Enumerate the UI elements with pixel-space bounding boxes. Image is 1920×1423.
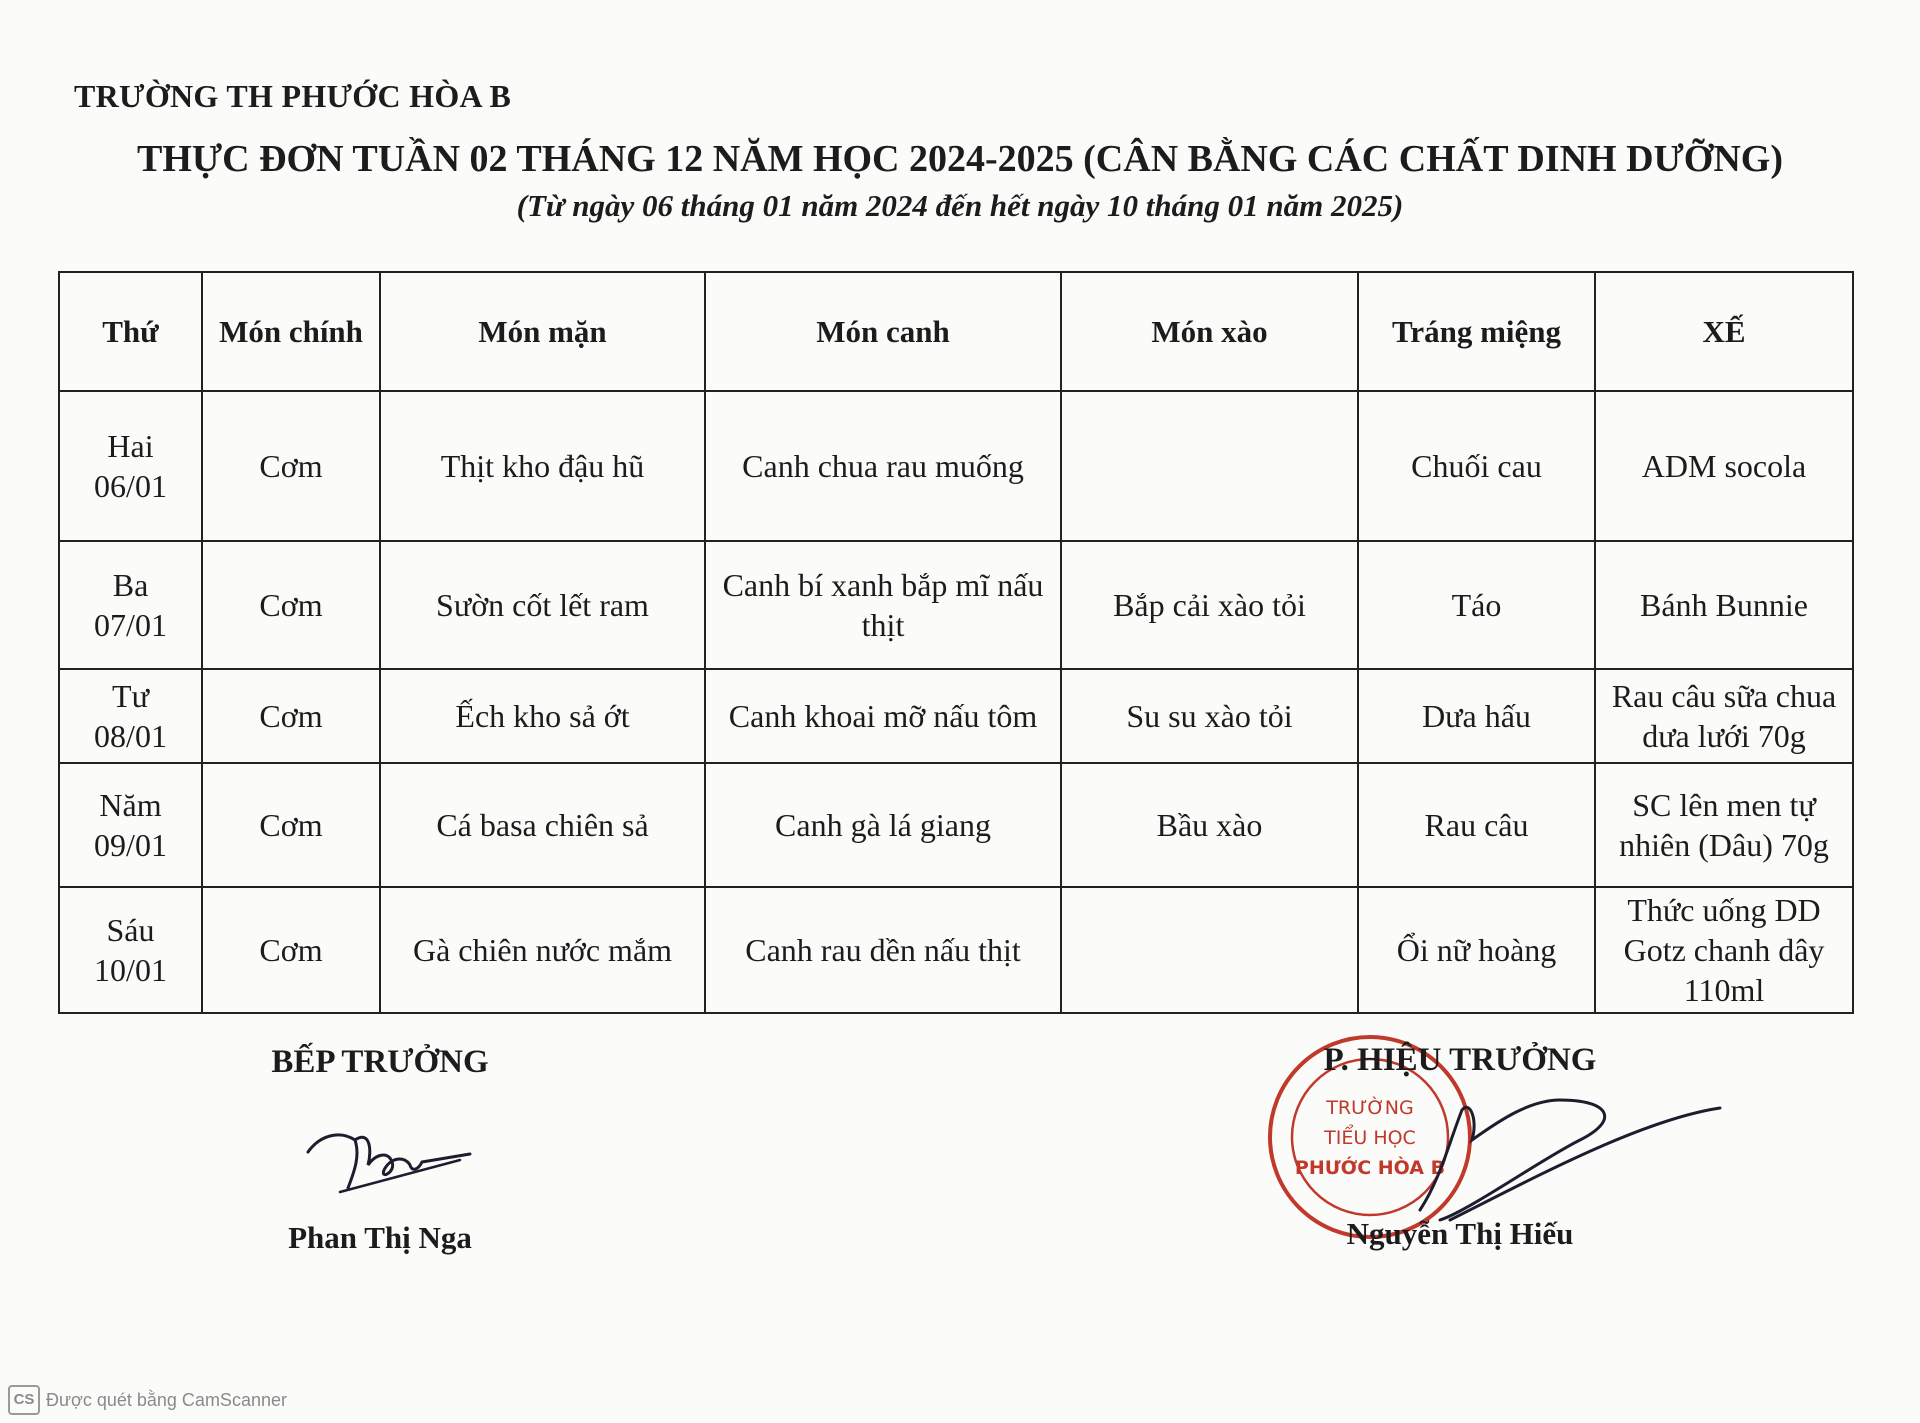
snack-cell: Bánh Bunnie <box>1595 541 1853 669</box>
day-date: 09/01 <box>94 827 167 863</box>
day-date: 07/01 <box>94 607 167 643</box>
stir-fry-cell <box>1061 887 1358 1013</box>
day-cell <box>59 887 202 1013</box>
salty-dish-cell: Ếch kho sả ớt <box>380 669 705 763</box>
table-row <box>59 669 1853 763</box>
day-cell <box>59 391 202 541</box>
day-name: Tư <box>112 678 149 714</box>
day-date: 10/01 <box>94 952 167 988</box>
handwritten-signature-left <box>300 1110 480 1200</box>
day-cell <box>59 541 202 669</box>
snack-cell: Thức uống DD Gotz chanh dây 110ml <box>1595 887 1853 1013</box>
column-header-dessert: Tráng miệng <box>1358 272 1595 391</box>
seal-line-3: PHƯỚC HÒA B <box>1294 1157 1446 1179</box>
main-dish-cell: Cơm <box>202 763 380 887</box>
dessert-cell: Dưa hấu <box>1358 669 1595 763</box>
day-date: 08/01 <box>94 718 167 754</box>
seal-line-2: TIỂU HỌC <box>1324 1127 1416 1149</box>
day-cell <box>59 669 202 763</box>
school-name: TRƯỜNG TH PHƯỚC HÒA B <box>74 78 512 114</box>
soup-cell: Canh gà lá giang <box>705 763 1061 887</box>
dessert-cell: Rau câu <box>1358 763 1595 887</box>
stir-fry-cell: Bầu xào <box>1061 763 1358 887</box>
stir-fry-cell: Su su xào tỏi <box>1061 669 1358 763</box>
head-chef-name: Phan Thị Nga <box>288 1220 472 1255</box>
dessert-cell: Ổi nữ hoàng <box>1358 887 1595 1013</box>
scanner-watermark-text: Được quét bằng CamScanner <box>46 1389 287 1410</box>
day-date: 06/01 <box>94 468 167 504</box>
table-header-row <box>59 272 1853 391</box>
column-header-day: Thứ <box>59 272 202 391</box>
main-dish-cell: Cơm <box>202 887 380 1013</box>
salty-dish-cell: Cá basa chiên sả <box>380 763 705 887</box>
salty-dish-cell: Thịt kho đậu hũ <box>380 391 705 541</box>
salty-dish-cell: Sườn cốt lết ram <box>380 541 705 669</box>
day-cell <box>59 763 202 887</box>
dessert-cell: Chuối cau <box>1358 391 1595 541</box>
head-chef-role: BẾP TRƯỞNG <box>271 1044 489 1080</box>
soup-cell: Canh bí xanh bắp mĩ nấu thịt <box>705 541 1061 669</box>
camscanner-icon: CS <box>8 1385 40 1415</box>
snack-cell: Rau câu sữa chua dưa lưới 70g <box>1595 669 1853 763</box>
dessert-cell: Táo <box>1358 541 1595 669</box>
column-header-salty-dish: Món mặn <box>380 272 705 391</box>
soup-cell: Canh chua rau muống <box>705 391 1061 541</box>
column-header-stir-fry: Món xào <box>1061 272 1358 391</box>
document-subtitle: (Từ ngày 06 tháng 01 năm 2024 đến hết ngày 10 tháng 01 năm 2025) <box>516 188 1404 223</box>
vice-principal-role: P. HIỆU TRƯỞNG <box>1323 1042 1597 1078</box>
soup-cell: Canh khoai mỡ nấu tôm <box>705 669 1061 763</box>
day-name: Hai <box>107 428 154 464</box>
main-dish-cell: Cơm <box>202 391 380 541</box>
salty-dish-cell: Gà chiên nước mắm <box>380 887 705 1013</box>
vice-principal-name: Nguyễn Thị Hiếu <box>1346 1216 1574 1251</box>
scanner-watermark <box>8 1385 287 1415</box>
stir-fry-cell: Bắp cải xào tỏi <box>1061 541 1358 669</box>
day-name: Ba <box>112 567 149 603</box>
main-dish-cell: Cơm <box>202 669 380 763</box>
day-name: Sáu <box>106 912 155 948</box>
column-header-main-dish: Món chính <box>202 272 380 391</box>
main-dish-cell: Cơm <box>202 541 380 669</box>
head-chef-signature-block <box>240 1044 520 1255</box>
menu-table <box>58 271 1854 1014</box>
seal-line-1: TRƯỜNG <box>1326 1097 1414 1119</box>
column-header-soup: Món canh <box>705 272 1061 391</box>
day-name: Năm <box>99 787 162 823</box>
snack-cell: ADM socola <box>1595 391 1853 541</box>
handwritten-signature-right <box>1380 1060 1740 1230</box>
table-row <box>59 887 1853 1013</box>
document-title: THỰC ĐƠN TUẦN 02 THÁNG 12 NĂM HỌC 2024-2025 (CÂN BẰNG CÁC CHẤT DINH DƯỠNG) <box>137 138 1783 180</box>
snack-cell: SC lên men tự nhiên (Dâu) 70g <box>1595 763 1853 887</box>
soup-cell: Canh rau dền nấu thịt <box>705 887 1061 1013</box>
table-row <box>59 541 1853 669</box>
stir-fry-cell <box>1061 391 1358 541</box>
table-row <box>59 391 1853 541</box>
column-header-snack: XẾ <box>1595 272 1853 391</box>
table-row <box>59 763 1853 887</box>
